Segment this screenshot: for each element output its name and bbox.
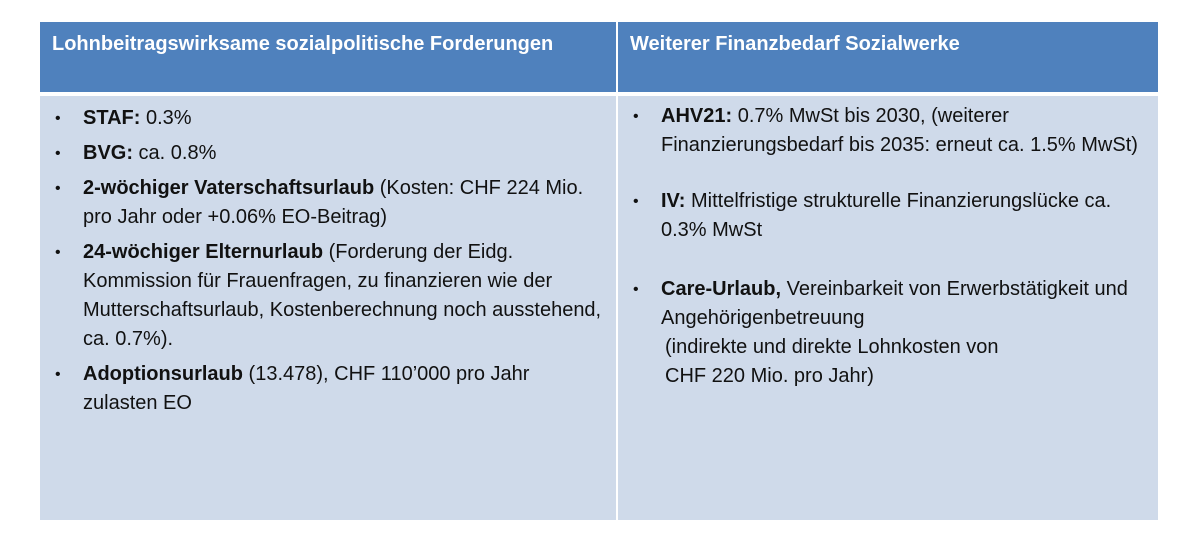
- item-text-continued: CHF 220 Mio. pro Jahr): [665, 365, 874, 387]
- list-item: [628, 187, 1148, 245]
- list-item: [628, 102, 1148, 160]
- bullet-icon: •: [55, 145, 61, 162]
- item-bold-label: 2-wöchiger Vaterschaftsurlaub: [83, 177, 375, 199]
- item-text: 0.3%: [140, 107, 192, 129]
- list-item: [50, 139, 606, 168]
- list-item: [628, 275, 1148, 391]
- bullet-icon: •: [55, 180, 61, 197]
- bullet-icon: •: [55, 110, 61, 127]
- left-column-body: [40, 92, 618, 520]
- comparison-table: [40, 22, 1158, 520]
- list-item: [50, 238, 606, 354]
- header-left: Lohnbeitragswirksame sozialpolitische Forderungen: [40, 22, 618, 92]
- list-item: [50, 104, 606, 133]
- item-bold-label: AHV21:: [661, 105, 733, 127]
- item-text: (13.478), CHF 110’000 pro Jahr zulasten EO: [83, 363, 530, 414]
- right-list: [628, 102, 1148, 391]
- bullet-icon: •: [633, 108, 639, 125]
- item-text: (Kosten: CHF 224 Mio. pro Jahr oder +0.06% EO-Beitrag): [83, 177, 584, 228]
- bullet-icon: •: [633, 281, 639, 298]
- bullet-icon: •: [633, 193, 639, 210]
- item-text-continued: ca. 0.7%).: [83, 328, 174, 350]
- item-text: Vereinbarkeit von Erwerbstätigkeit und Angehörigenbetreuung: [661, 278, 1128, 329]
- bullet-icon: •: [55, 244, 61, 261]
- item-text-continued: (indirekte und direkte Lohnkosten von: [665, 336, 999, 358]
- item-bold-label: Adoptionsurlaub: [83, 363, 243, 385]
- item-bold-label: 24-wöchiger Elternurlaub: [83, 241, 324, 263]
- right-column-body: [618, 92, 1158, 520]
- item-bold-label: STAF:: [83, 107, 141, 129]
- item-text: 0.7% MwSt bis 2030, (weiterer Finanzierungsbedarf bis 2035: erneut ca. 1.5% MwSt): [661, 105, 1138, 156]
- item-text: (Forderung der Eidg. Kommission für Frauenfragen, zu finanzieren wie der Mutterschaftsurlaub, Kostenberechnung noch ausstehend,: [83, 241, 602, 321]
- item-text: Mittelfristige strukturelle Finanzierungslücke ca. 0.3% MwSt: [661, 190, 1112, 241]
- item-text: ca. 0.8%: [133, 142, 217, 164]
- list-item: [50, 360, 606, 418]
- header-right: Weiterer Finanzbedarf Sozialwerke: [618, 22, 1158, 92]
- list-item: [50, 174, 606, 232]
- left-list: [50, 104, 606, 418]
- item-bold-label: BVG:: [83, 142, 133, 164]
- item-bold-label: IV:: [661, 190, 686, 212]
- bullet-icon: •: [55, 366, 61, 383]
- item-bold-label: Care-Urlaub,: [661, 278, 782, 300]
